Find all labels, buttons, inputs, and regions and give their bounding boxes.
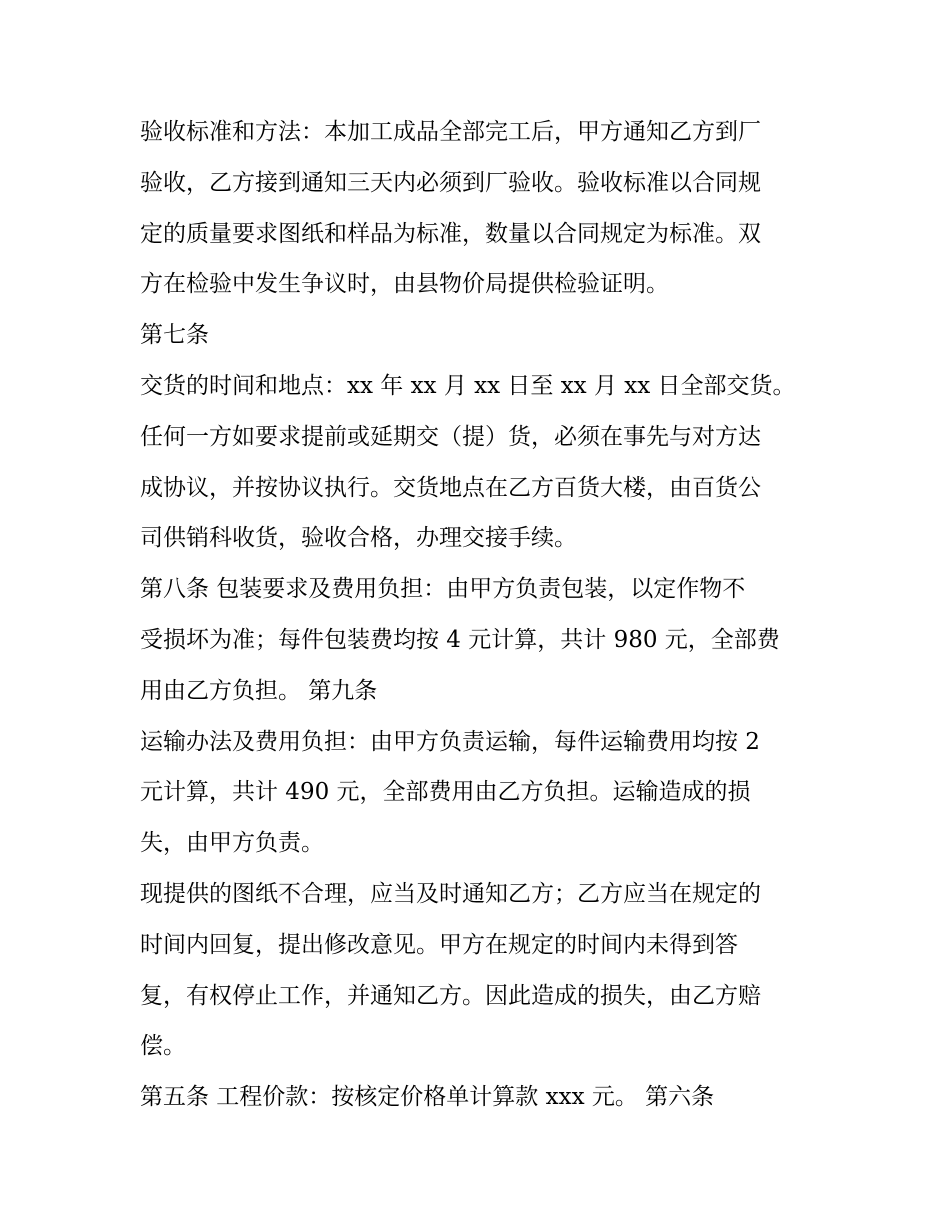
text-line: 第八条 包装要求及费用负担：由甲方负责包装，以定作物不 xyxy=(140,576,746,603)
text-line: 运输办法及费用负担：由甲方负责运输，每件运输费用均按 2 xyxy=(140,728,760,755)
document-body xyxy=(140,107,820,1123)
text-line: 任何一方如要求提前或延期交（提）货，必须在事先与对方达 xyxy=(140,423,761,450)
text-line: 偿。 xyxy=(140,1033,186,1060)
text-line: 元计算，共计 490 元，全部费用由乙方负担。运输造成的损 xyxy=(140,779,751,806)
text-line: 定的质量要求图纸和样品为标准，数量以合同规定为标准。双 xyxy=(140,220,761,247)
text-line: 验收标准和方法：本加工成品全部完工后，甲方通知乙方到厂 xyxy=(140,119,761,145)
text-line: 成协议，并按协议执行。交货地点在乙方百货大楼，由百货公 xyxy=(140,474,761,501)
text-line: 受损坏为准；每件包装费均按 4 元计算，共计 980 元，全部费 xyxy=(140,626,780,653)
text-line: 交货的时间和地点：xx 年 xx 月 xx 日至 xx 月 xx 日全部交货。 xyxy=(140,372,796,399)
text-line: 用由乙方负担。 第九条 xyxy=(140,677,378,704)
text-line: 第五条 工程价款：按核定价格单计算款 xxx 元。 第六条 xyxy=(140,1084,715,1111)
text-line: 验收，乙方接到通知三天内必须到厂验收。验收标准以合同规 xyxy=(140,169,761,196)
text-line: 复，有权停止工作，并通知乙方。因此造成的损失，由乙方赔 xyxy=(140,982,761,1009)
article-heading: 第七条 xyxy=(140,322,209,349)
text-line: 方在检验中发生争议时，由县物价局提供检验证明。 xyxy=(140,271,669,298)
text-line: 现提供的图纸不合理，应当及时通知乙方；乙方应当在规定的 xyxy=(140,880,761,907)
text-line: 司供销科收货，验收合格，办理交接手续。 xyxy=(140,525,577,552)
text-line: 失，由甲方负责。 xyxy=(140,830,324,857)
text-line: 时间内回复，提出修改意见。甲方在规定的时间内未得到答 xyxy=(140,931,738,958)
